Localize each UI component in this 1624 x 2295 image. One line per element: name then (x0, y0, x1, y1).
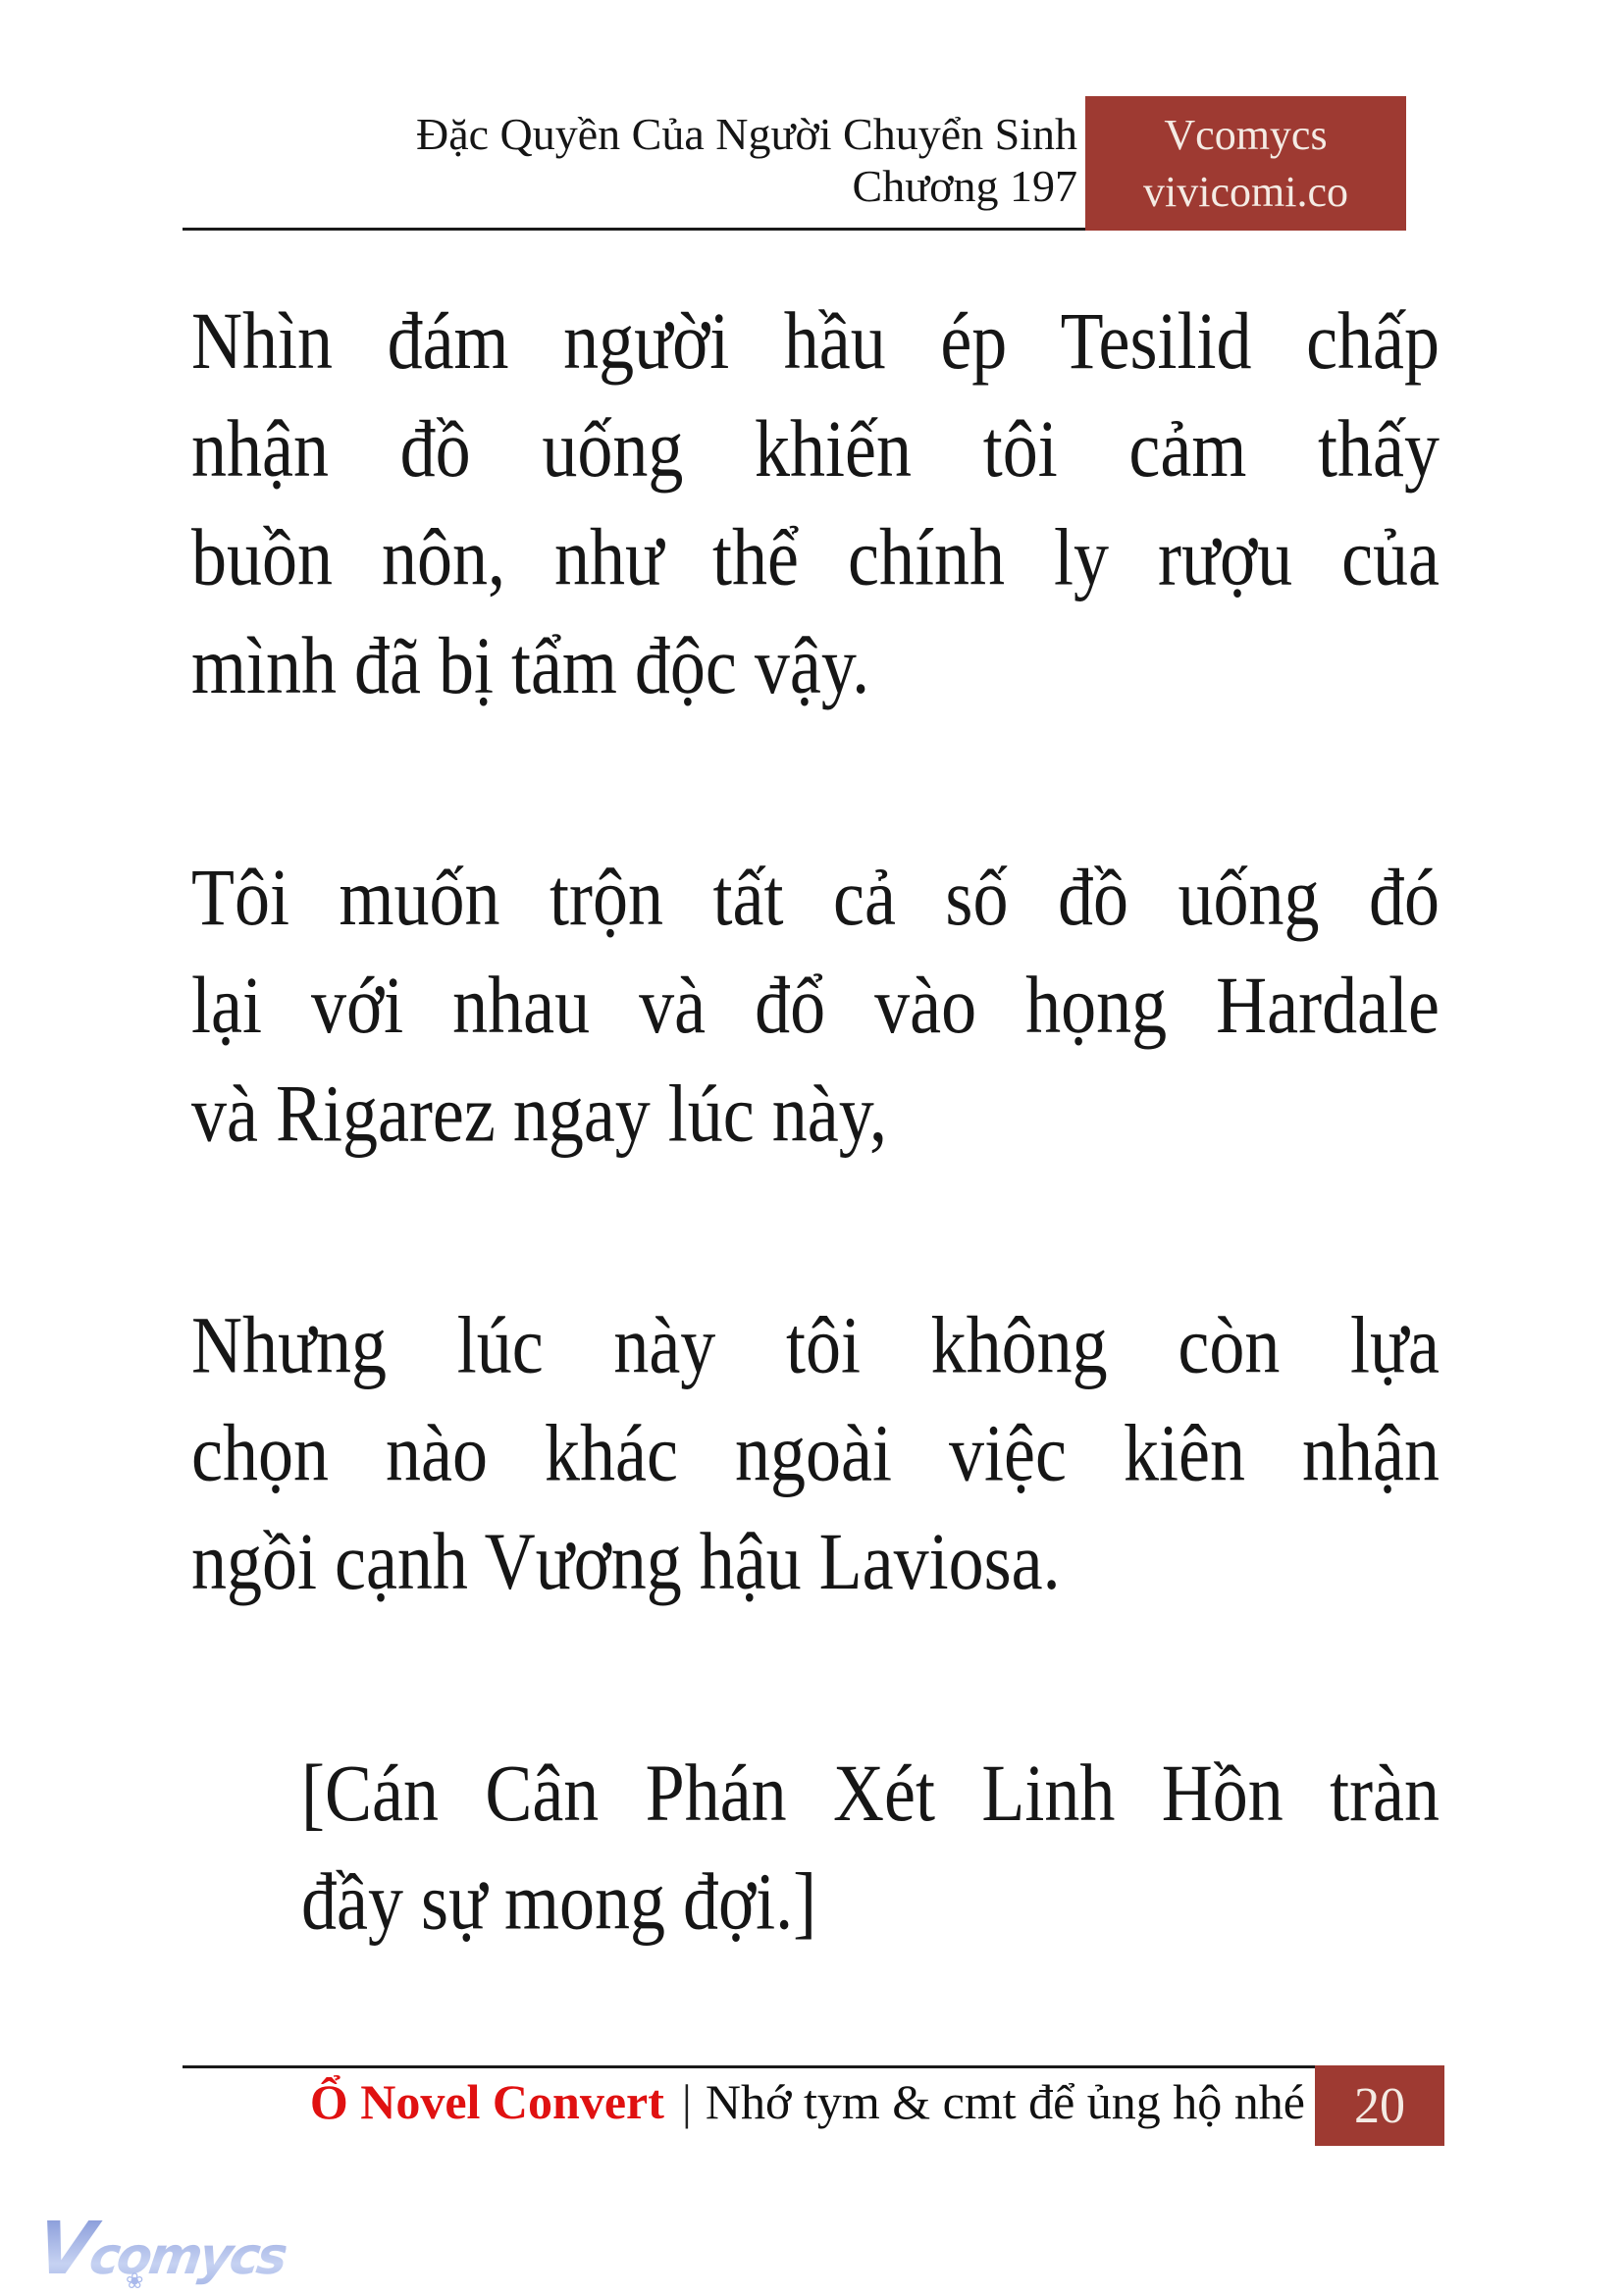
support-note: Nhớ tym & cmt để ủng hộ nhé (705, 2074, 1305, 2129)
text-line: lại với nhau và đổ vào họng Hardale (191, 960, 1440, 1051)
text-line: Nhưng lúc này tôi không còn lựa (191, 1299, 1440, 1390)
text-line: mình đã bị tẩm độc vậy. (191, 620, 870, 711)
publisher-brand: Vcomycs (1164, 110, 1328, 159)
page-number: 20 (1354, 2077, 1405, 2134)
text-line: chọn nào khác ngoài việc kiên nhận (191, 1408, 1440, 1499)
flower-icon: ❀ (126, 2269, 144, 2293)
paragraph (191, 287, 1440, 720)
paragraph (191, 843, 1440, 1168)
series-title: Đặc Quyền Của Người Chuyển Sinh (415, 109, 1077, 159)
text-line: và Rigarez ngay lúc này, (191, 1068, 888, 1159)
text-line: [Cán Cân Phán Xét Linh Hồn tràn (301, 1747, 1440, 1839)
publisher-badge (1085, 96, 1406, 231)
footer-divider (183, 2065, 1315, 2068)
text-line: đầy sự mong đợi.] (301, 1855, 817, 1947)
paragraph-system-message (191, 1739, 1440, 1956)
watermark-rest: comycs (85, 2227, 289, 2286)
credit-separator: | (681, 2074, 692, 2129)
publisher-site: vivicomi.co (1143, 167, 1348, 216)
text-line: buồn nôn, như thể chính ly rượu của (191, 512, 1440, 602)
watermark-initial: V (31, 2207, 97, 2291)
paragraph (191, 1291, 1440, 1616)
converter-credit: Ổ Novel Convert (309, 2074, 664, 2129)
text-line: Tôi muốn trộn tất cả số đồ uống đó (191, 852, 1440, 943)
header-divider (183, 228, 1085, 231)
text-line: Nhìn đám người hầu ép Tesilid chấp (191, 295, 1440, 387)
chapter-number: Chương 197 (852, 161, 1077, 211)
header (416, 108, 1077, 212)
footer (0, 2072, 1305, 2131)
page-number-badge (1315, 2065, 1444, 2146)
text-line: ngồi cạnh Vương hậu Laviosa. (191, 1516, 1061, 1607)
story-text (191, 287, 1440, 2078)
vcomycs-watermark-logo (29, 2207, 291, 2295)
text-line: nhận đồ uống khiến tôi cảm thấy (191, 403, 1440, 495)
